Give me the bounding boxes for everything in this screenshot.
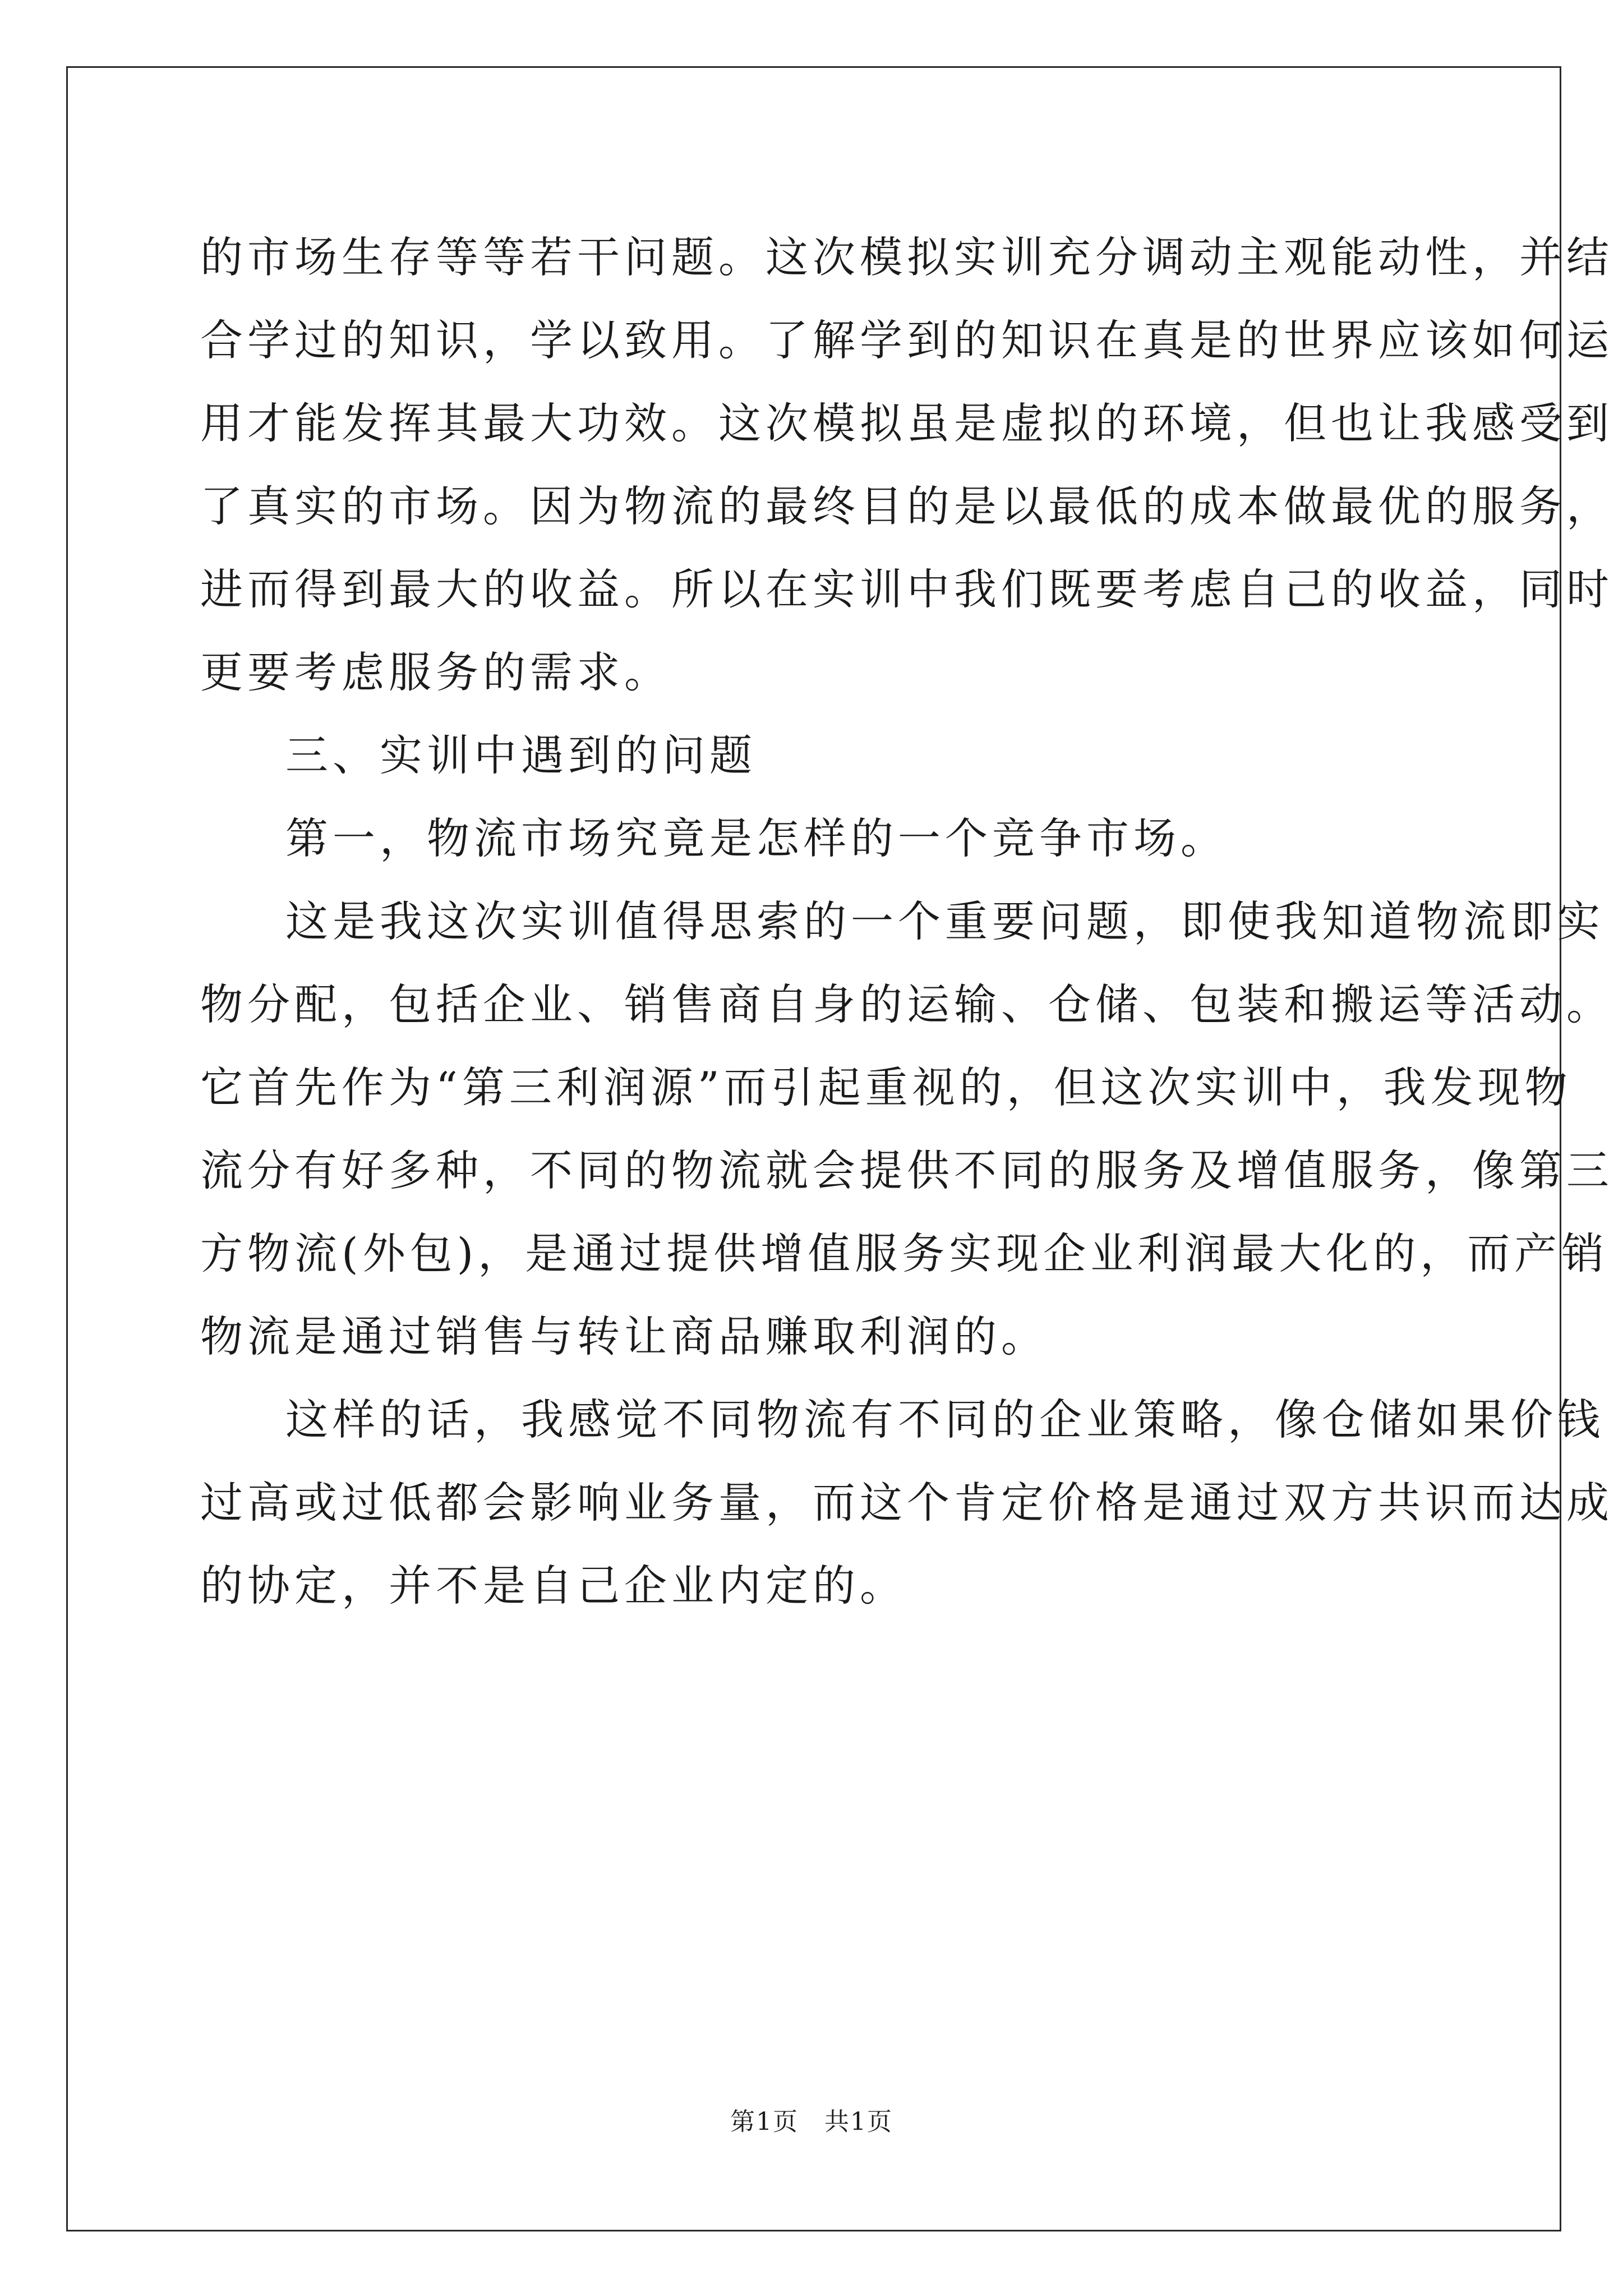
text-line: 合学过的知识，学以致用。了解学到的知识在真是的世界应该如何运 (200, 315, 1613, 365)
text-line: 更要考虑服务的需求。 (200, 647, 671, 697)
document-text (200, 216, 1613, 1627)
document-body (200, 216, 1613, 1627)
text-line: 物流是通过销售与转让商品赚取利润的。 (200, 1312, 1048, 1361)
text-line: 物分配，包括企业、销售商自身的运输、仓储、包装和搬运等活动。 (200, 979, 1613, 1029)
text-line: 它首先作为“第三利润源”而引起重视的，但这次实训中，我发现物 (200, 1062, 1572, 1112)
text-line: 流分有好多种，不同的物流就会提供不同的服务及增值服务，像第三 (200, 1145, 1613, 1195)
text-line: 第一，物流市场究竟是怎样的一个竞争市场。 (285, 813, 1228, 863)
text-line: 三、实训中遇到的问题 (285, 730, 757, 780)
text-line: 了真实的市场。因为物流的最终目的是以最低的成本做最优的服务， (200, 481, 1613, 531)
text-line: 进而得到最大的收益。所以在实训中我们既要考虑自己的收益，同时 (200, 564, 1613, 614)
text-line: 过高或过低都会影响业务量，而这个肯定价格是通过双方共识而达成 (200, 1478, 1613, 1527)
text-line: 这样的话，我感觉不同物流有不同的企业策略，像仓储如果价钱 (285, 1395, 1604, 1444)
page-footer: 第1页 共1页 (730, 2108, 893, 2136)
text-line: 方物流(外包)，是通过提供增值服务实现企业利润最大化的，而产销 (200, 1228, 1609, 1278)
text-line: 这是我这次实训值得思索的一个重要问题，即使我知道物流即实 (285, 896, 1604, 946)
text-line: 的协定，并不是自己企业内定的。 (200, 1561, 907, 1611)
text-line: 用才能发挥其最大功效。这次模拟虽是虚拟的环境，但也让我感受到 (200, 398, 1613, 448)
text-line: 的市场生存等等若干问题。这次模拟实训充分调动主观能动性，并结 (200, 232, 1613, 282)
